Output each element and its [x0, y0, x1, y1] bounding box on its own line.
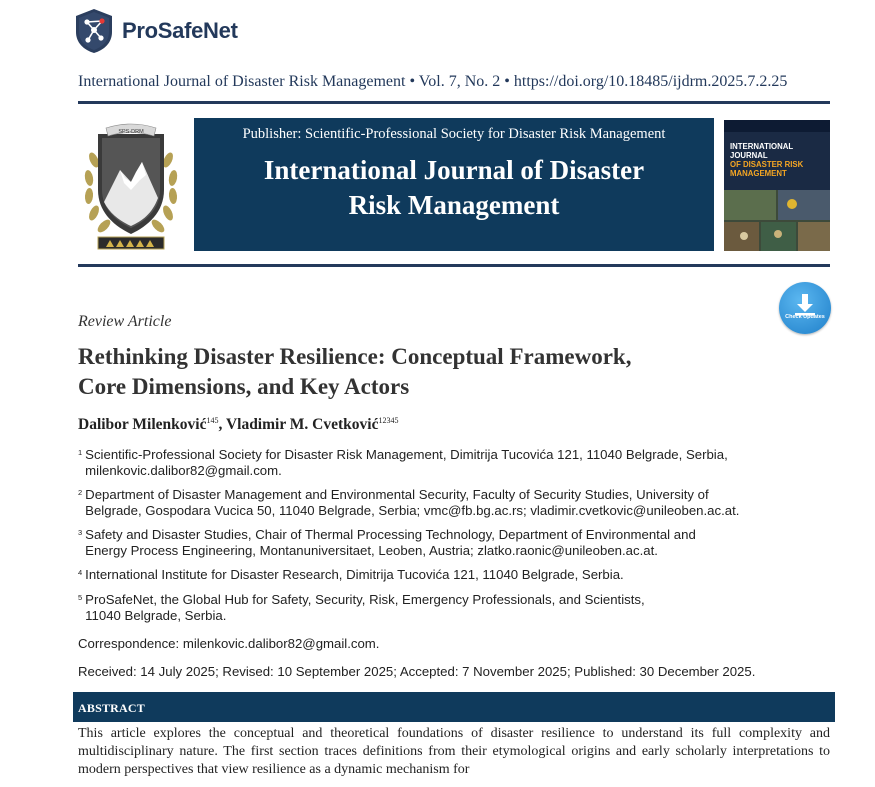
publication-dates: Received: 14 July 2025; Revised: 10 September 2025; Accepted: 7 November 2025; Published: 30 December 2025. [78, 664, 756, 679]
publisher-line: Publisher: Scientific-Professional Society for Disaster Risk Management [242, 126, 666, 142]
cover-photo-collage [724, 190, 830, 251]
journal-banner [194, 118, 714, 251]
author-affiliation-marks: 145 [206, 416, 219, 425]
journal-title-line1: International Journal of Disaster [263, 155, 645, 185]
abstract-text: This article explores the conceptual and theoretical foundations of disaster resilience to understand its full complexity and multidisciplinary nature. The first section traces definitions from their etymological origins and early scholarly interpretations to modern perspectives that view resilience as a dynamic mechanism for [78, 726, 830, 777]
author-name[interactable]: Vladimir M. Cvetković [225, 416, 379, 434]
affiliation-number: 2 [78, 488, 83, 497]
check-updates-label: Check Updates [785, 314, 825, 320]
affiliation-line[interactable]: Energy Process Engineering, Montanuniversitaet, Leoben, Austria; zlatko.raonic@unileoben.ac.at. [85, 543, 658, 558]
network-shield-icon [74, 8, 114, 54]
affiliation-line: Department of Disaster Management and Environmental Security, Faculty of Security Studies, University of [85, 487, 709, 502]
top-divider [78, 101, 830, 104]
affiliation-line: Safety and Disaster Studies, Chair of Thermal Processing Technology, Department of Environmental and [85, 527, 696, 542]
author-list [78, 416, 398, 434]
cover-header-strip [724, 120, 830, 132]
affiliation-number: 3 [78, 528, 83, 537]
affiliation-item [78, 592, 838, 624]
journal-cover-thumbnail[interactable] [724, 120, 830, 251]
article-title-line2: Core Dimensions, and Key Actors [78, 374, 410, 399]
affiliation-item [78, 447, 838, 479]
author-name[interactable]: Dalibor Milenković [78, 416, 207, 434]
check-updates-button[interactable] [779, 282, 831, 334]
affiliation-line: Scientific-Professional Society for Disaster Risk Management, Dimitrija Tucovića 121, 11040 Belgrade, Serbia, [85, 447, 728, 462]
article-title-line1: Rethinking Disaster Resilience: Conceptual Framework, [78, 344, 632, 369]
article-title [78, 342, 778, 402]
affiliation-line[interactable]: Belgrade, Gospodara Vucica 50, 11040 Belgrade, Serbia; vmc@fb.bg.ac.rs; vladimir.cvetkovic@unileoben.ac.at. [85, 503, 740, 518]
affiliation-item [78, 527, 838, 559]
emblem-label: SPS-DRM [118, 129, 144, 135]
affiliation-item [78, 567, 838, 583]
journal-title [194, 153, 714, 223]
affiliation-number: 1 [78, 448, 83, 457]
journal-title-line2: Risk Management [348, 190, 560, 220]
affiliation-number: 5 [78, 593, 83, 602]
prosafenet-logo[interactable] [74, 8, 238, 54]
affiliation-number: 4 [78, 568, 83, 577]
article-type: Review Article [78, 313, 172, 330]
cover-title [730, 142, 826, 178]
affiliation-line: International Institute for Disaster Research, Dimitrija Tucovića 121, 11040 Belgrade, Serbia. [85, 567, 624, 582]
header-bottom-divider [78, 264, 830, 267]
download-arrow-icon [779, 282, 831, 334]
brand-name: ProSafeNet [122, 18, 238, 43]
affiliation-line[interactable]: milenkovic.dalibor82@gmail.com. [85, 463, 282, 478]
cover-title-line3: MANAGEMENT [730, 169, 787, 178]
affiliation-item [78, 487, 838, 519]
society-emblem [80, 120, 182, 254]
author-affiliation-marks: 12345 [378, 416, 399, 425]
affiliation-line: ProSafeNet, the Global Hub for Safety, Security, Risk, Emergency Professionals, and Scientists, [85, 592, 645, 607]
abstract-heading: ABSTRACT [73, 692, 835, 722]
cover-title-line1: INTERNATIONAL JOURNAL [730, 142, 793, 160]
affiliation-line: 11040 Belgrade, Serbia. [85, 608, 227, 623]
journal-citation-line: International Journal of Disaster Risk Management • Vol. 7, No. 2 • https://doi.org/10.18485/ijdrm.2025.7.2.25 [78, 73, 788, 90]
author-separator: , [218, 416, 226, 434]
correspondence-line[interactable]: Correspondence: milenkovic.dalibor82@gmail.com. [78, 636, 380, 651]
cover-title-line2: OF DISASTER RISK [730, 160, 804, 169]
